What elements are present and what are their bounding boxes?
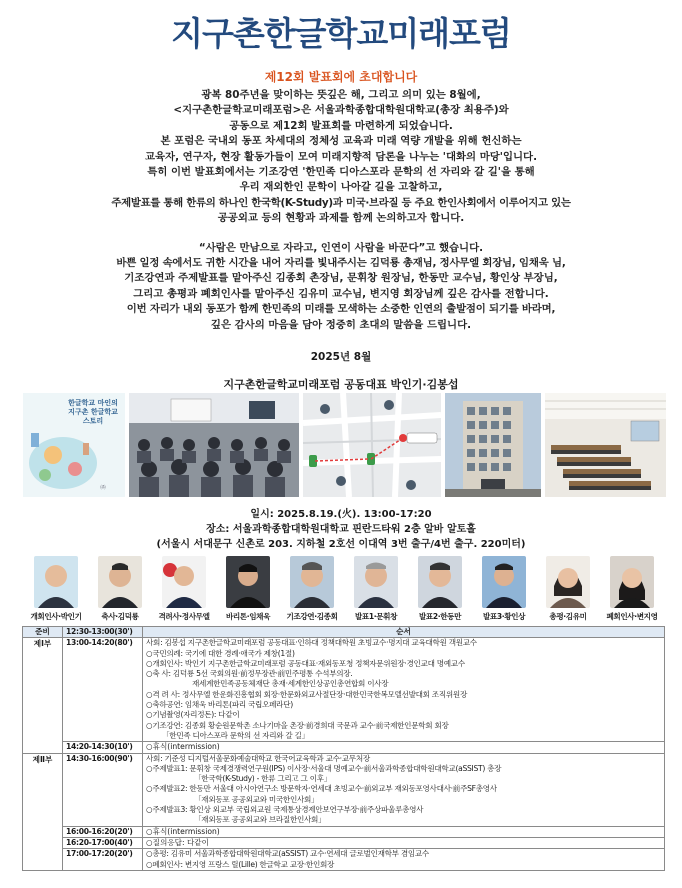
speaker-card [538, 556, 598, 624]
speaker-portrait [98, 556, 142, 608]
schedule-line: 「재외동포 공공외교와 미국한인사회」 [194, 794, 319, 804]
event-address: (서울시 서대문구 신촌로 203. 지하철 2호선 이대역 3번 출구/4번 출구. 220미터) [156, 539, 526, 550]
speaker-card [282, 556, 342, 624]
invitation-subtitle: 제12회 발표회에 초대합니다 [264, 70, 418, 84]
schedule-line: ○축하공연: 임채욱 바리톤(파리 국립오페라단) [146, 700, 293, 710]
invite-line: 본 포럼은 국내외 동포 차세대의 정체성 교육과 미래 역량 개발을 위해 헌신하는 [160, 135, 522, 148]
speaker-label: 총평·김유미 [549, 612, 587, 621]
letter-signature: 지구촌한글학교미래포럼 공동대표 박인기·김봉섭 [223, 378, 459, 391]
schedule-row [23, 638, 665, 742]
book-cover-image [23, 393, 125, 497]
speaker-label: 폐회인사·변지영 [606, 612, 658, 621]
speaker-card [218, 556, 278, 624]
schedule-content: ○휴식(intermission) [143, 742, 665, 753]
schedule-line: ○격 려 사: 정사무엘 한운화진흥협회 회장·한문화외교사절단장·대한민국한복모델선발대회 조직위원장 [146, 689, 467, 699]
schedule-line: 「한민족 디아스포라 문학의 선 자리와 갈 길」 [162, 730, 309, 740]
schedule-time: 14:20-14:30(10') [63, 742, 143, 753]
location-map [303, 393, 441, 497]
speaker-label: 바리톤·임채욱 [225, 612, 271, 621]
schedule-line: ○폐회인사: 변지영 프랑스 릴(Lille) 한글학교 교장·한인회장 [146, 859, 335, 869]
schedule-line: 사회: 김봉섭 지구촌한글학교미래포럼 공동대표·인하대 정책대학원 초빙교수·명지대 교육대학원 객원교수 [146, 638, 477, 648]
schedule-line: ○총평: 김유미 서울과학종합대학원대학교(aSSIST) 교수·연세대 글로벌인재학부 겸임교수 [146, 849, 429, 859]
speaker-label: 기조강연·김종회 [286, 612, 338, 621]
schedule-content [143, 638, 665, 742]
schedule-content: ○휴식(intermission) [143, 826, 665, 837]
schedule-header-row [23, 627, 665, 638]
schedule-line: 재세계한민족공동체재단 총재·세계한인상공인총연합회 이사장 [192, 679, 389, 689]
schedule-line: ○주제발표2: 한동만 서울대 아시아연구소 방문학자·연세대 초빙교수·前외교부 재외동포영사대사·前주SF총영사 [146, 784, 497, 794]
schedule-time: 16:20-17:00(40') [63, 837, 143, 848]
schedule-cell: 12:30-13:00(30') [63, 627, 143, 638]
schedule-time: 13:00-14:20(80') [63, 638, 143, 742]
speaker-portrait [34, 556, 78, 608]
schedule-cell: 순서 [143, 627, 665, 638]
speaker-card [410, 556, 470, 624]
speaker-portrait [162, 556, 206, 608]
invite-line: <지구촌한글학교미래포럼>은 서울과학종합대학원대학교(총장 최용주)와 [173, 104, 509, 117]
invite-line: 이번 자리가 내외 동포가 함께 한민족의 미래를 모색하는 소중한 인연의 출발점이 되기를 바라며, [126, 303, 556, 316]
schedule-content [143, 753, 665, 826]
speaker-card [90, 556, 150, 624]
speaker-label: 발표1·문휘창 [354, 612, 398, 621]
invite-line: “사람은 만남으로 자라고, 인연이 사람을 바꾼다”고 했습니다. [198, 241, 484, 254]
schedule-time: 17:00-17:20(20') [63, 849, 143, 871]
schedule-content: ○질의응답: 다같이 [143, 837, 665, 848]
page-title: 지구촌한글학교미래포럼 [171, 14, 511, 53]
schedule-line: 사회: 기준성 디지털서울문화예술대학교 한국어교육학과 교수·교무처장 [146, 753, 370, 763]
schedule-content [143, 849, 665, 871]
speaker-card [26, 556, 86, 624]
schedule-line: ○축 사: 김덕룡 5선 국회의원·前정무장관·前민주평통 수석부의장. [146, 669, 353, 679]
speaker-card [474, 556, 534, 624]
speaker-row [26, 556, 666, 624]
schedule-row [23, 849, 665, 871]
invite-line: 깊은 감사의 마음을 담아 정중히 초대의 말씀을 드립니다. [210, 318, 472, 331]
speaker-label: 발표2·한동만 [418, 612, 462, 621]
schedule-line: ○주제발표3: 황인상 외교부 국립외교원 국제통상경제안보연구부장·前주상파울루총영사 [146, 805, 424, 815]
building-photo [445, 393, 541, 497]
invite-line: 그리고 총평과 폐회인사를 맡아주신 김유미 교수님, 변지영 회장님께 깊은 감사를 전합니다. [133, 287, 549, 300]
schedule-line: ○주제발표1: 문휘창 국제경쟁력연구원(IPS) 이사장·서울대 명예교수·前서울과학종합대학원대학교(aSSIST) 총장 [146, 763, 502, 773]
speaker-card [346, 556, 406, 624]
invite-line: 바쁜 일정 속에서도 귀한 시간을 내어 자리를 빛내주시는 김덕룡 총재님, 정사무엘 회장님, 임채욱 님, [116, 257, 566, 270]
schedule-line: 「한국학(K-Study) - 한류 그리고 그 이후」 [194, 774, 332, 784]
speaker-card [602, 556, 662, 624]
schedule-line: ○기조강연: 김종회 황순원문학촌 소나기마을 촌장·前경희대 국문과 교수·前국제한인문학회 회장 [146, 720, 449, 730]
speaker-label: 축사·김덕룡 [101, 612, 139, 621]
schedule-row [23, 837, 665, 848]
book-cover-title: 한글학교 마인의 지구촌 한글학교 스토리 [68, 399, 118, 425]
schedule-line: ○개회인사: 박인기 지구촌한글학교미래포럼 공동대표·재외동포청 정책자문위원장·경인교대 명예교수 [146, 658, 465, 668]
invitation-letter [0, 88, 682, 333]
invite-line: 광복 80주년을 맞이하는 뜻깊은 해, 그리고 의미 있는 8월에, [201, 89, 481, 101]
schedule-section-label: 제Ⅰ부 [23, 638, 63, 753]
schedule-cell: 준비 [23, 627, 63, 638]
speaker-portrait [418, 556, 462, 608]
schedule-time: 14:30-16:00(90') [63, 753, 143, 826]
invite-line: 기조강연과 주제발표를 맡아주신 김종회 촌장님, 문휘창 원장님, 한동만 교수님, 황인상 부장님, [124, 272, 558, 285]
event-datetime: 일시: 2025.8.19.(火). 13:00-17:20 [250, 509, 432, 520]
speaker-portrait [354, 556, 398, 608]
event-venue: 장소: 서울과학종합대학원대학교 핀란드타워 2층 알바 알토홀 [206, 524, 476, 535]
invite-line: 특히 이번 발표회에서는 기조강연 '한민족 디아스포라 문학의 선 자리와 갈 길'을 통해 [147, 166, 535, 179]
speaker-portrait [610, 556, 654, 608]
speaker-portrait [482, 556, 526, 608]
schedule-row [23, 742, 665, 753]
invite-line: 교육자, 연구자, 현장 활동가들이 모여 미래지향적 담론을 나누는 '대화의 마당'입니다. [144, 150, 538, 163]
program-schedule-table [22, 626, 665, 871]
photo-strip [23, 393, 666, 497]
speaker-label: 격려사·정사무엘 [158, 612, 210, 621]
schedule-line: ○기념촬영(자리정돈): 다같이 [146, 710, 240, 720]
invite-line: 공공외교 등의 현황과 과제를 함께 논의하고자 합니다. [217, 212, 465, 225]
speaker-label: 발표3·황인상 [482, 612, 526, 621]
invite-line: 우리 재외한인 문학이 나아갈 길을 고찰하고, [239, 181, 443, 194]
schedule-section-label: 제Ⅱ부 [23, 753, 63, 870]
auditorium-photo [545, 393, 666, 497]
schedule-line: 「재외동포 공공외교와 브라질한인사회」 [194, 815, 326, 825]
schedule-line: ○국민의례: 국기에 대한 경례·애국가 제창(1절) [146, 648, 295, 658]
speaker-card [154, 556, 214, 624]
schedule-time: 16:00-16:20(20') [63, 826, 143, 837]
schedule-row [23, 753, 665, 826]
letter-date: 2025년 8월 [310, 351, 372, 363]
speaker-portrait [226, 556, 270, 608]
speaker-portrait [290, 556, 334, 608]
event-info [0, 507, 682, 552]
speaker-portrait [546, 556, 590, 608]
invite-line: 공동으로 제12회 발표회를 마련하게 되었습니다. [229, 119, 453, 132]
invite-line: 주제발표를 통해 한류의 하나인 한국학(K-Study)과 미국·브라질 등 주요 한인사회에서 이루어지고 있는 [111, 196, 571, 209]
speaker-label: 개회인사·박인기 [30, 612, 82, 621]
svg-text:㈜: ㈜ [100, 485, 106, 491]
schedule-row [23, 826, 665, 837]
seminar-audience-photo [129, 393, 299, 497]
